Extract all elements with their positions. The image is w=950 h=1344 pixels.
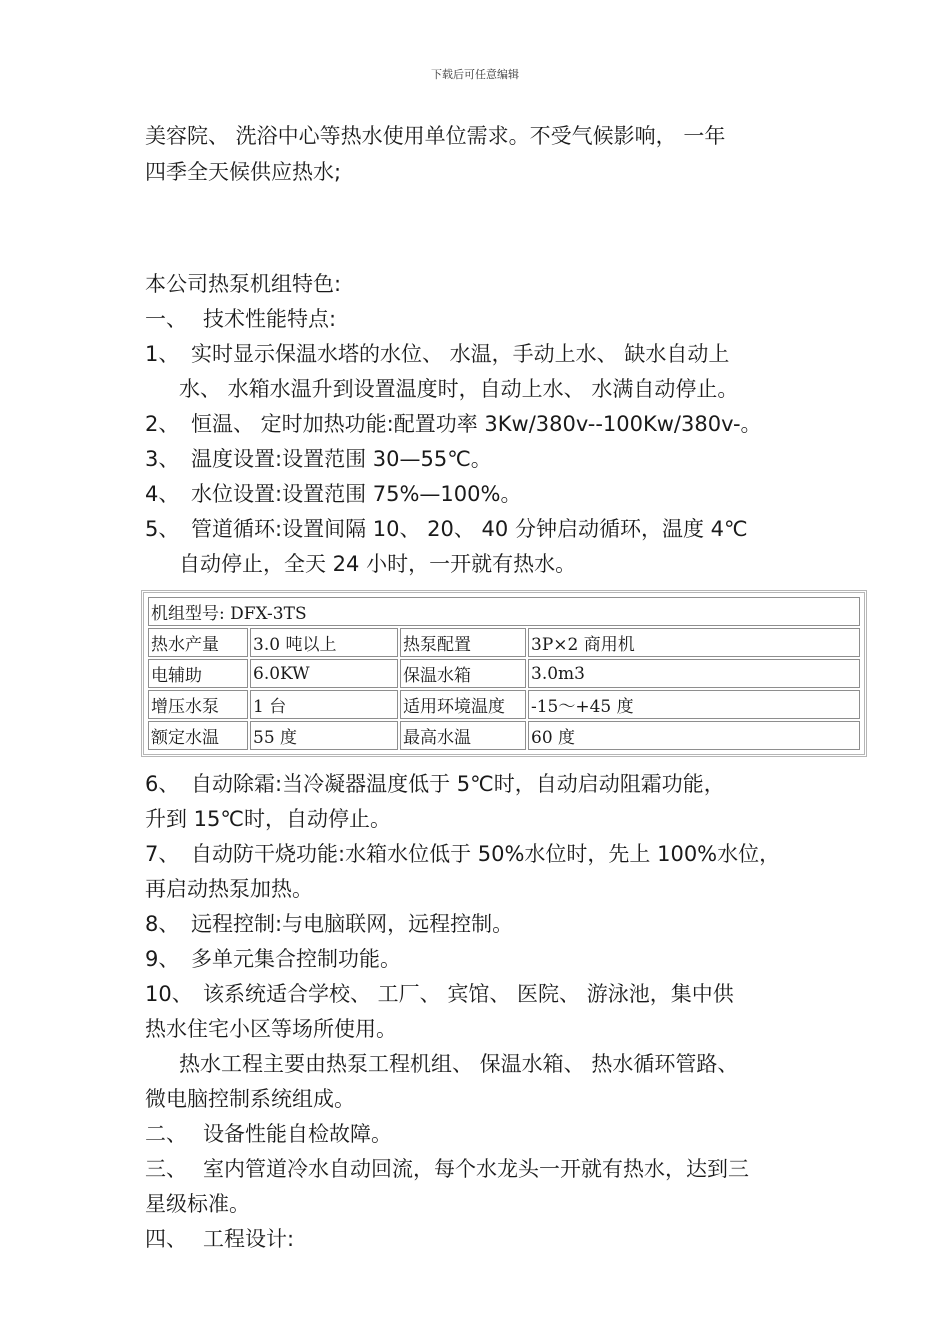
item-text: 自动除霜:当冷凝器温度低于 5℃时，自动启动阻霜功能， — [191, 772, 725, 796]
table-cell: 1 台 — [250, 690, 398, 719]
feature-item-7 — [145, 837, 810, 872]
feature-item-10 — [145, 977, 810, 1012]
section-text: 技术性能特点: — [203, 307, 337, 331]
item-text: 该系统适合学校、 工厂、 宾馆、 医院、 游泳池，集中供 — [203, 982, 734, 1006]
item-number: 8、 — [145, 912, 180, 936]
feature-item-4 — [145, 477, 810, 512]
section-number: 四、 — [145, 1227, 187, 1251]
item-text: 恒温、 定时加热功能:配置功率 3Kw/380v--100Kw/380v-。 — [191, 412, 762, 436]
item-number: 2、 — [145, 412, 180, 436]
table-cell: 6.0KW — [250, 659, 398, 688]
table-row — [148, 659, 860, 688]
page-header: 下载后可任意编辑 — [431, 68, 519, 81]
item-text: 温度设置:设置范围 30—55℃。 — [191, 447, 492, 471]
item-text: 远程控制:与电脑联网，远程控制。 — [191, 912, 514, 936]
engineering-line-1: 热水工程主要由热泵工程机组、 保温水箱、 热水循环管路、 — [179, 1052, 739, 1076]
table-row — [148, 690, 860, 719]
table-cell: 热水产量 — [148, 628, 248, 657]
spec-table-frame — [141, 590, 867, 757]
item-text: 实时显示保温水塔的水位、 水温，手动上水、 缺水自动上 — [191, 342, 730, 366]
feature-item-6 — [145, 767, 810, 802]
item-continuation: 再启动热泵加热。 — [145, 877, 313, 901]
table-row — [148, 721, 860, 750]
table-cell: 适用环境温度 — [400, 690, 526, 719]
section-2-heading — [145, 1117, 810, 1152]
table-row — [148, 628, 860, 657]
feature-item-1 — [145, 337, 810, 372]
item-continuation: 热水住宅小区等场所使用。 — [145, 1017, 397, 1041]
model-cell: 机组型号: DFX-3TS — [148, 597, 860, 626]
spec-table — [146, 595, 862, 752]
item-number: 10、 — [145, 982, 193, 1006]
intro-line-2: 四季全天候供应热水; — [145, 160, 342, 184]
section-3-heading — [145, 1152, 810, 1187]
item-number: 1、 — [145, 342, 180, 366]
item-text: 多单元集合控制功能。 — [191, 947, 401, 971]
table-cell: 保温水箱 — [400, 659, 526, 688]
feature-item-5 — [145, 512, 810, 547]
table-cell: 3P×2 商用机 — [528, 628, 860, 657]
item-text: 管道循环:设置间隔 10、 20、 40 分钟启动循环，温度 4℃ — [191, 517, 748, 541]
item-text: 水位设置:设置范围 75%—100%。 — [191, 482, 522, 506]
feature-item-8 — [145, 907, 810, 942]
section-continuation: 星级标准。 — [145, 1192, 250, 1216]
item-text: 自动防干烧功能:水箱水位低于 50%水位时，先上 100%水位， — [191, 842, 781, 866]
table-cell: 3.0m3 — [528, 659, 860, 688]
item-number: 3、 — [145, 447, 180, 471]
table-cell: 电辅助 — [148, 659, 248, 688]
table-cell: 3.0 吨以上 — [250, 628, 398, 657]
feature-item-3 — [145, 442, 810, 477]
document-body — [145, 118, 810, 1257]
item-number: 5、 — [145, 517, 180, 541]
item-number: 6、 — [145, 772, 180, 796]
section-text: 室内管道冷水自动回流，每个水龙头一开就有热水，达到三 — [203, 1157, 749, 1181]
item-number: 4、 — [145, 482, 180, 506]
table-cell: 60 度 — [528, 721, 860, 750]
item-number: 7、 — [145, 842, 180, 866]
table-cell: 增压水泵 — [148, 690, 248, 719]
feature-item-9 — [145, 942, 810, 977]
table-cell: 55 度 — [250, 721, 398, 750]
section-text: 设备性能自检故障。 — [203, 1122, 392, 1146]
item-continuation: 自动停止，全天 24 小时，一开就有热水。 — [179, 552, 577, 576]
table-cell: -15～+45 度 — [528, 690, 860, 719]
table-cell: 热泵配置 — [400, 628, 526, 657]
features-title: 本公司热泵机组特色: — [145, 272, 342, 296]
section-1-heading — [145, 302, 810, 337]
engineering-line-2: 微电脑控制系统组成。 — [145, 1087, 355, 1111]
table-cell: 额定水温 — [148, 721, 248, 750]
section-number: 二、 — [145, 1122, 187, 1146]
section-number: 三、 — [145, 1157, 187, 1181]
section-text: 工程设计: — [203, 1227, 295, 1251]
item-continuation: 升到 15℃时，自动停止。 — [145, 807, 391, 831]
table-cell: 最高水温 — [400, 721, 526, 750]
intro-line-1: 美容院、 洗浴中心等热水使用单位需求。不受气候影响， 一年 — [145, 124, 726, 148]
item-continuation: 水、 水箱水温升到设置温度时，自动上水、 水满自动停止。 — [179, 377, 739, 401]
section-number: 一、 — [145, 307, 187, 331]
feature-item-2 — [145, 407, 810, 442]
item-number: 9、 — [145, 947, 180, 971]
section-4-heading — [145, 1222, 810, 1257]
table-row — [148, 597, 860, 626]
